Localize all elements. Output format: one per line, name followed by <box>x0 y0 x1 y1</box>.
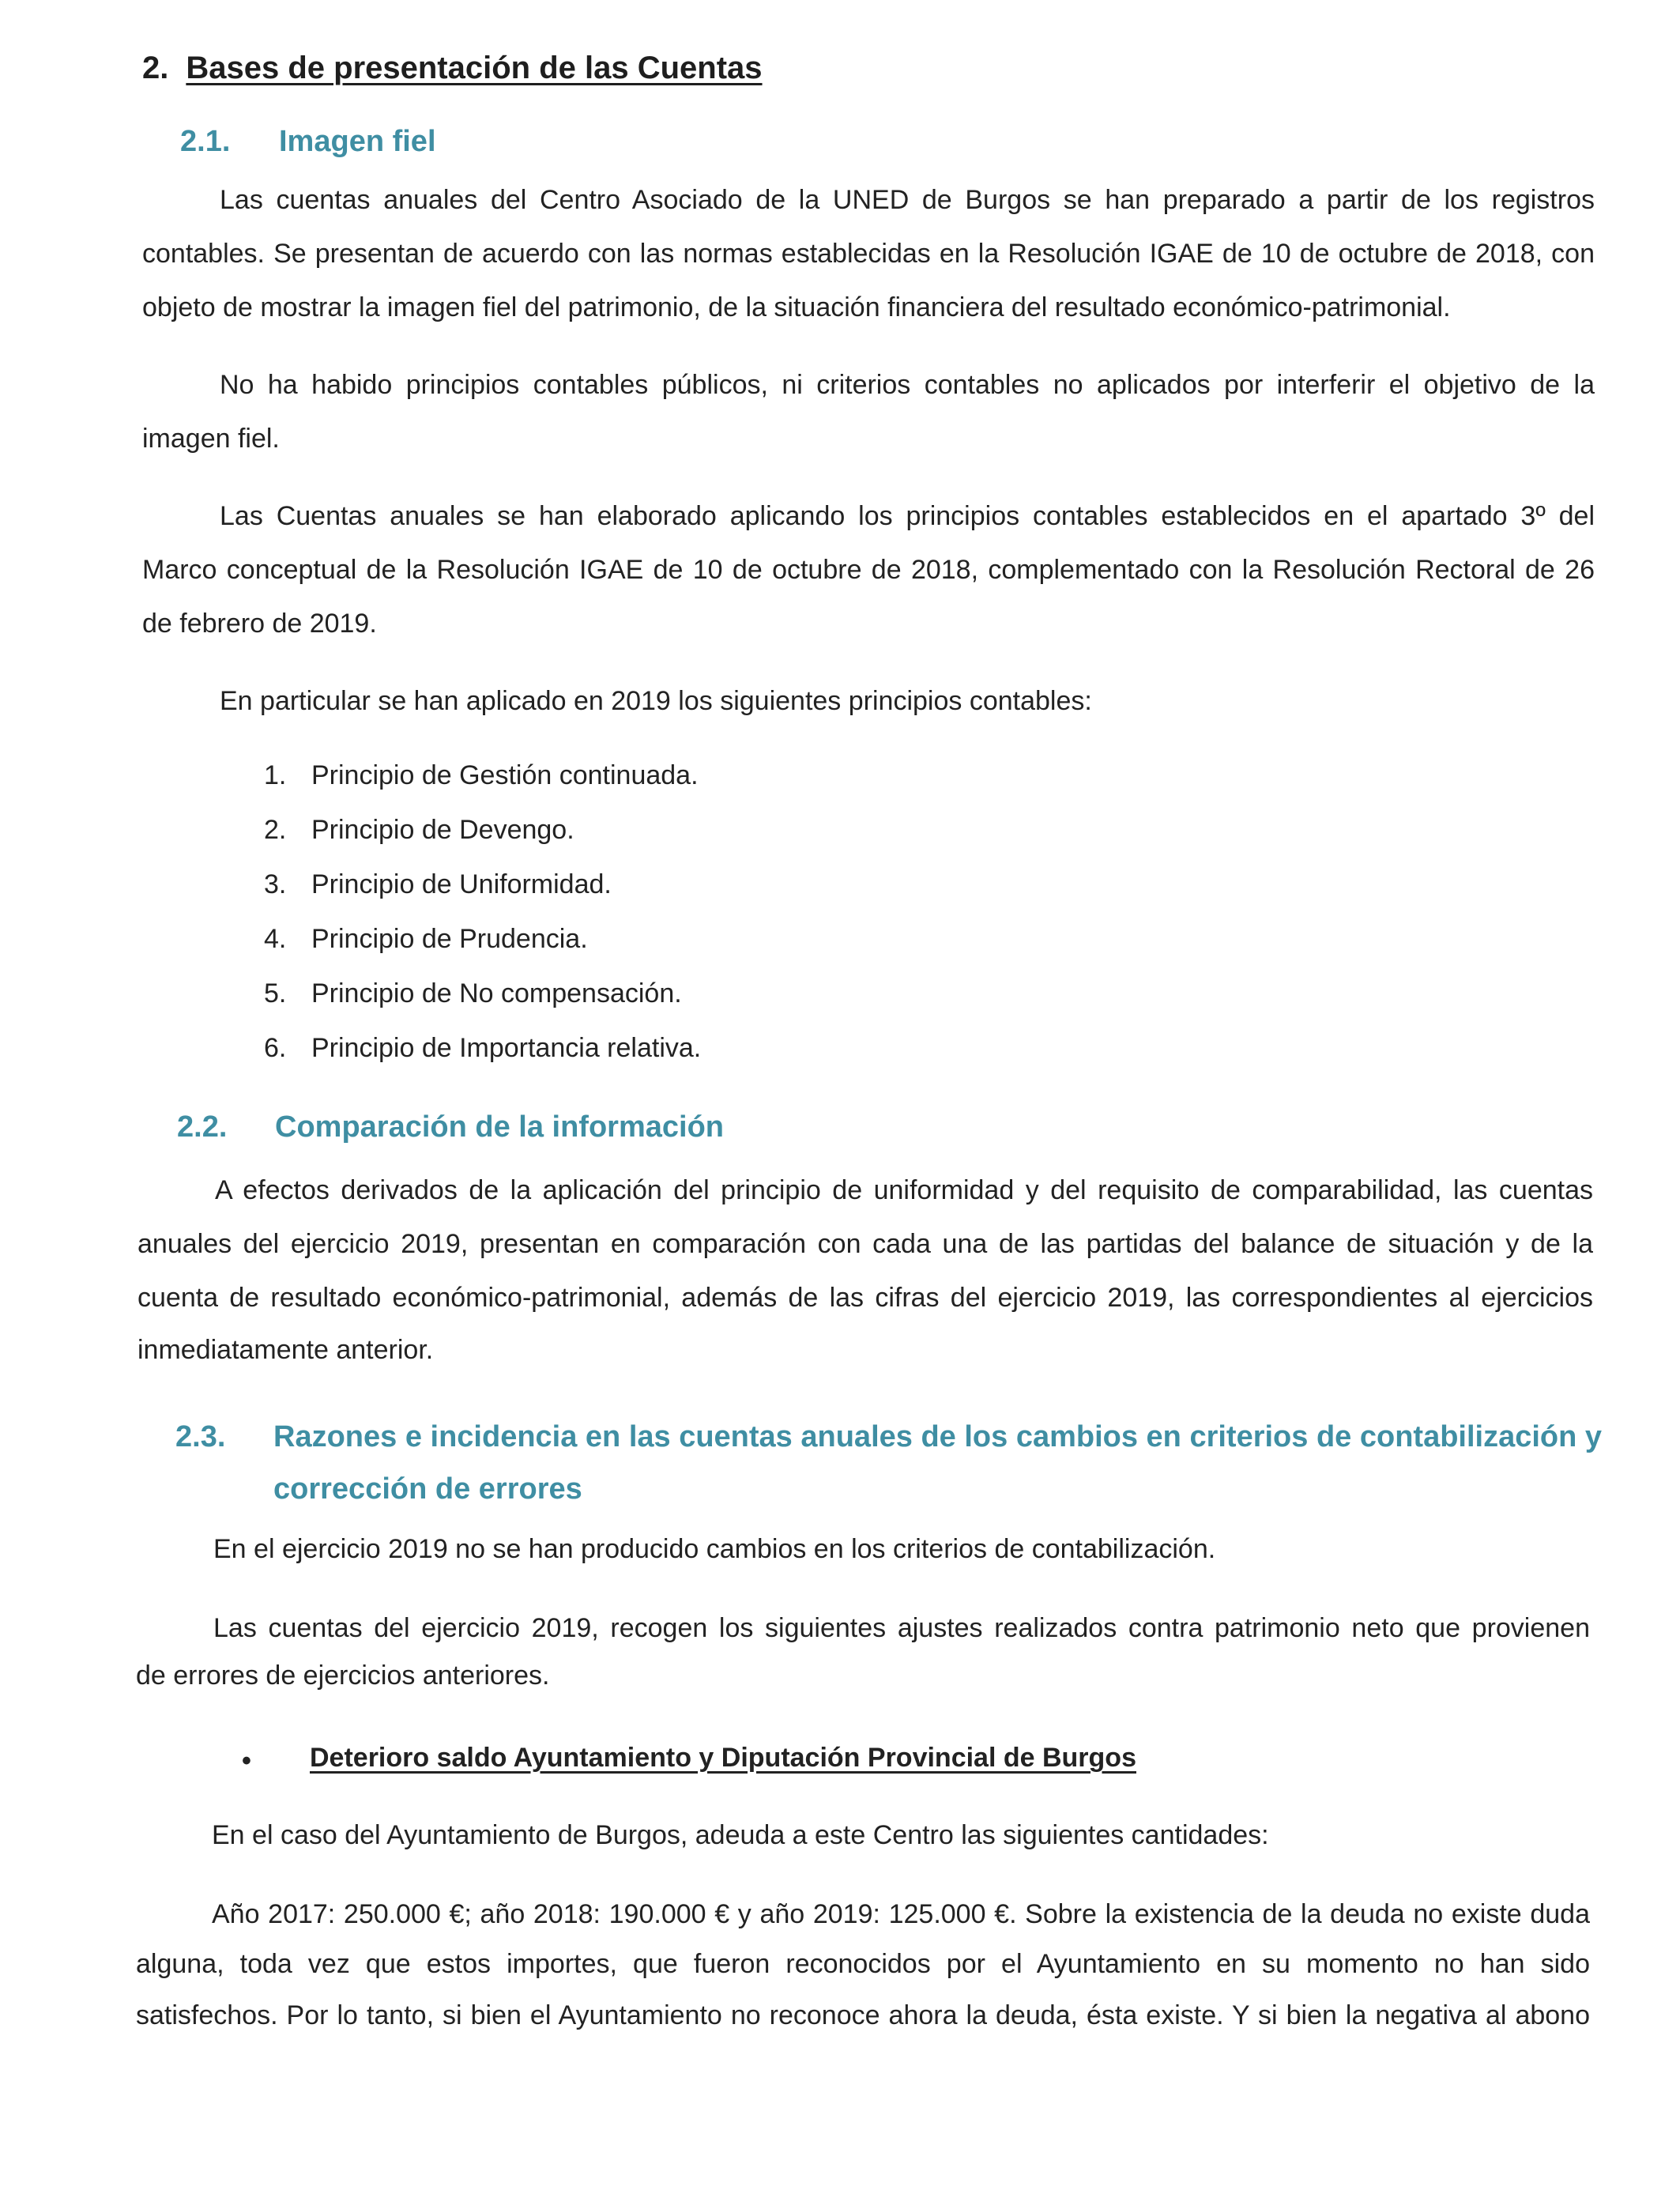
subsection-number: 2.2. <box>177 1110 228 1144</box>
paragraph-line: de febrero de 2019. <box>142 609 377 639</box>
subsection-number: 2.3. <box>175 1420 226 1453</box>
list-number: 3. <box>264 869 287 899</box>
paragraph-line: Las cuentas anuales del Centro Asociado de la UNED de Burgos se han preparado a partir de los registros <box>220 185 1595 215</box>
subsection-title: Imagen fiel <box>279 125 436 158</box>
paragraph-line: Las Cuentas anuales se han elaborado aplicando los principios contables establecidos en el apartado 3º del <box>220 501 1595 531</box>
list-item <box>264 978 682 1009</box>
list-number: 4. <box>264 924 287 954</box>
subsection-title: Razones e incidencia en las cuentas anuales de los cambios en criterios de contabilización y <box>273 1420 1603 1453</box>
list-number: 2. <box>264 815 287 845</box>
subsection-number: 2.1. <box>180 125 231 158</box>
list-text: Principio de Devengo. <box>311 815 574 845</box>
list-text: Principio de Gestión continuada. <box>311 760 699 790</box>
subsection-title: Comparación de la información <box>275 1110 724 1144</box>
paragraph-line: No ha habido principios contables públicos, ni criterios contables no aplicados por interferir el objetivo de la <box>220 370 1595 400</box>
paragraph-line: En el caso del Ayuntamiento de Burgos, adeuda a este Centro las siguientes cantidades: <box>212 1820 1269 1850</box>
bullet-item <box>242 1743 1348 1782</box>
section-number: 2. <box>142 51 169 85</box>
subsection-title-continued: corrección de errores <box>273 1472 582 1506</box>
list-text: Principio de Uniformidad. <box>311 869 612 899</box>
list-text: Principio de Prudencia. <box>311 924 588 954</box>
paragraph-line: En el ejercicio 2019 no se han producido cambios en los criterios de contabilización. <box>213 1534 1216 1564</box>
list-item <box>264 760 699 791</box>
subsection-heading-2-3 <box>175 1420 1603 1515</box>
paragraph-line: objeto de mostrar la imagen fiel del patrimonio, de la situación financiera del resultado económico-patrimonial. <box>142 292 1451 322</box>
paragraph-line: satisfechos. Por lo tanto, si bien el Ayuntamiento no reconoce ahora la deuda, ésta existe. Y si bien la negativa al abono <box>136 2000 1590 2030</box>
bullet-title: Deterioro saldo Ayuntamiento y Diputación Provincial de Burgos <box>310 1743 1136 1773</box>
paragraph-line: Las cuentas del ejercicio 2019, recogen los siguientes ajustes realizados contra patrimonio neto que provienen <box>213 1613 1590 1643</box>
list-item <box>264 924 588 955</box>
list-number: 5. <box>264 978 287 1008</box>
subsection-heading-2-2 <box>177 1110 967 1150</box>
paragraph-line: inmediatamente anterior. <box>137 1335 434 1365</box>
paragraph-line: A efectos derivados de la aplicación del principio de uniformidad y del requisito de comparabilidad, las cuentas <box>215 1175 1593 1205</box>
paragraph-line: En particular se han aplicado en 2019 los siguientes principios contables: <box>220 686 1092 716</box>
list-text: Principio de Importancia relativa. <box>311 1033 702 1063</box>
list-item <box>264 869 612 900</box>
subsection-heading-2-1 <box>180 125 891 164</box>
list-number: 1. <box>264 760 287 790</box>
bullet-dot-icon: • <box>242 1746 251 1776</box>
list-number: 6. <box>264 1033 287 1063</box>
paragraph-line: contables. Se presentan de acuerdo con las normas establecidas en la Resolución IGAE de 10 de octubre de 2018, con <box>142 239 1595 269</box>
paragraph-line: anuales del ejercicio 2019, presentan en comparación con cada una de las partidas del balance de situación y de la <box>137 1229 1593 1259</box>
list-text: Principio de No compensación. <box>311 978 682 1008</box>
paragraph-line: imagen fiel. <box>142 424 280 454</box>
paragraph-line: Año 2017: 250.000 €; año 2018: 190.000 € y año 2019: 125.000 €. Sobre la existencia de la deuda no existe duda <box>212 1899 1590 1929</box>
section-title: Bases de presentación de las Cuentas <box>186 51 763 85</box>
paragraph-line: cuenta de resultado económico-patrimonial, además de las cifras del ejercicio 2019, las correspondientes al ejercicios <box>137 1283 1593 1313</box>
list-item <box>264 815 574 846</box>
paragraph-line: alguna, toda vez que estos importes, que fueron reconocidos por el Ayuntamiento en su momento no han sido <box>136 1949 1590 1979</box>
list-item <box>264 1033 701 1064</box>
section-heading <box>142 51 763 86</box>
paragraph-line: Marco conceptual de la Resolución IGAE de 10 de octubre de 2018, complementado con la Resolución Rectoral de 26 <box>142 555 1595 585</box>
paragraph-line: de errores de ejercicios anteriores. <box>136 1661 550 1691</box>
